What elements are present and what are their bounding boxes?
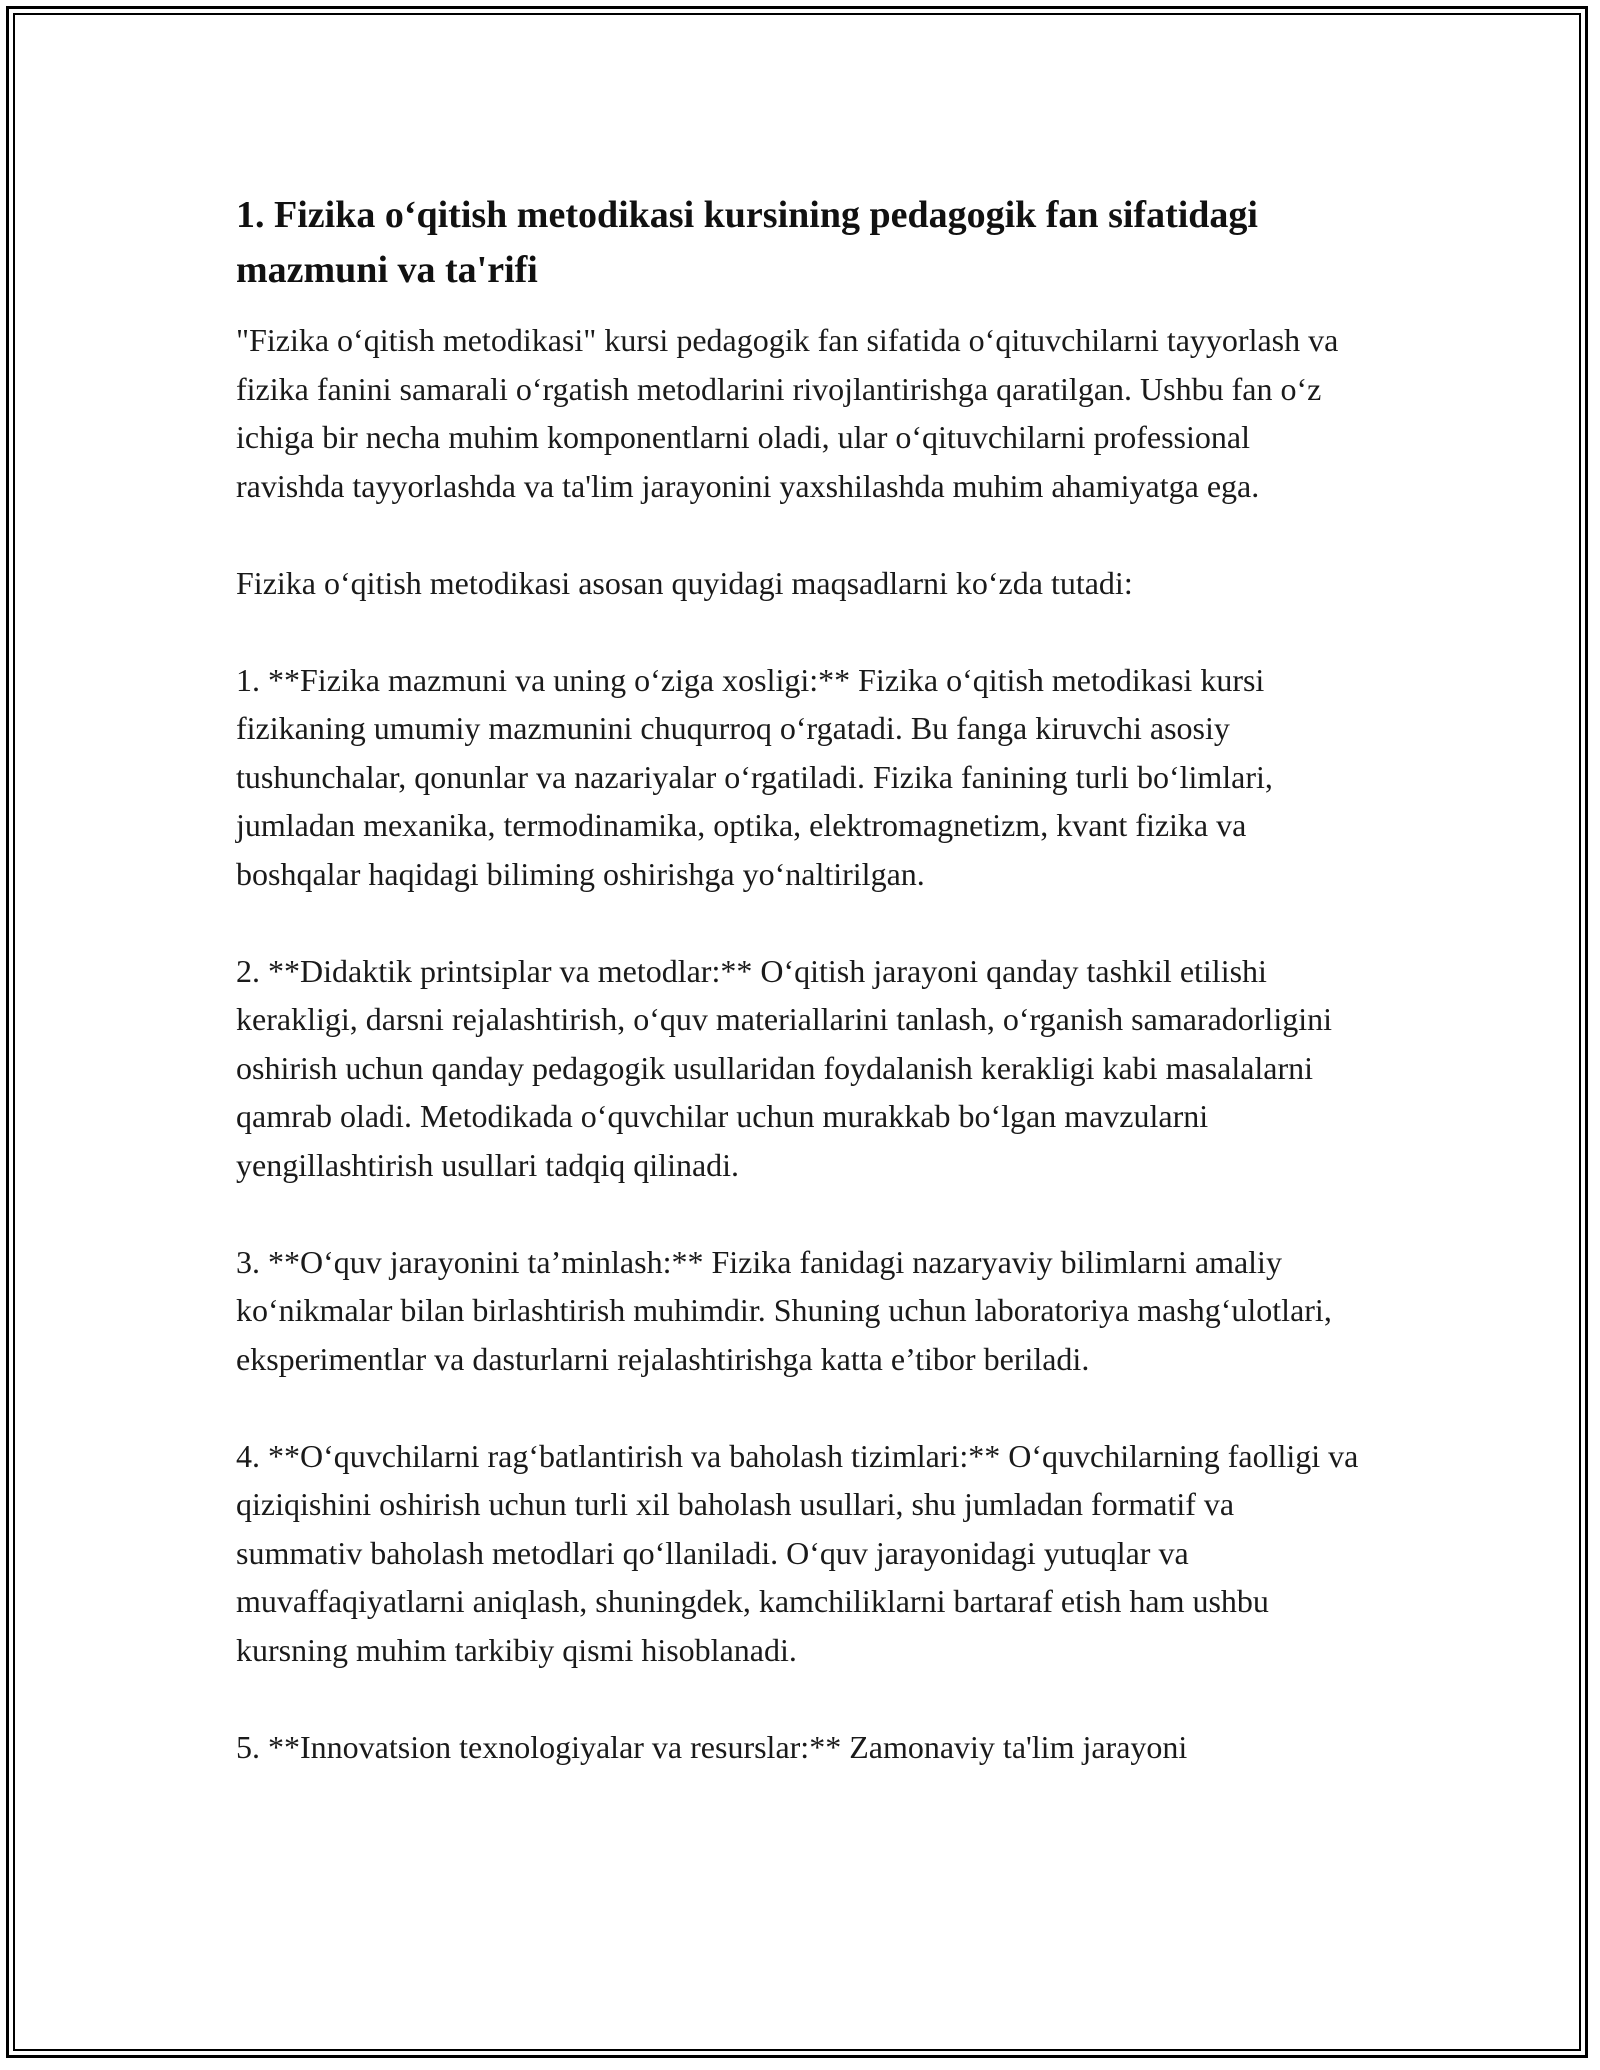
goals-lead-paragraph: Fizika o‘qitish metodikasi asosan quyidagi maqsadlarni ko‘zda tutadi:	[236, 564, 1133, 601]
document-title: 1. Fizika o‘qitish metodikasi kursining pedagogik fan sifatidagi mazmuni va ta'rifi	[236, 194, 1258, 291]
list-item-1: 1. **Fizika mazmuni va uning o‘ziga xosligi:** Fizika o‘qitish metodikasi kursi fizikaning umumiy mazmunini chuqurroq o‘rgatadi. Bu fanga kiruvchi asosiy tushunchalar, qonunlar va nazariyalar o‘rgatiladi. Fizika fanining turli bo‘limlari, jumladan mexanika, termodinamika, optika, elektromagnetizm, kvant fizika va boshqalar haqidagi biliming oshirishga yo‘naltirilgan.	[236, 661, 1273, 892]
list-item-4: 4. **O‘quvchilarni rag‘batlantirish va baholash tizimlari:** O‘quvchilarning faolligi va qiziqishini oshirish uchun turli xil baholash usullari, shu jumladan formatif va summativ baholash metodlari qo‘llaniladi. O‘quv jarayonidagi yutuqlar va muvaffaqiyatlarni aniqlash, shuningdek, kamchiliklarni bartaraf etish ham ushbu kursning muhim tarkibiy qismi hisoblanadi.	[236, 1437, 1359, 1668]
list-item-3: 3. **O‘quv jarayonini ta’minlash:** Fizika fanidagi nazaryaviy bilimlarni amaliy ko‘nikmalar bilan birlashtirish muhimdir. Shuning uchun laboratoriya mashg‘ulotlari, eksperimentlar va dasturlarni rejalashtirishga katta e’tibor beriladi.	[236, 1243, 1332, 1377]
list-item-5: 5. **Innovatsion texnologiyalar va resurslar:** Zamonaviy ta'lim jarayoni	[236, 1728, 1188, 1765]
list-item-2: 2. **Didaktik printsiplar va metodlar:** O‘qitish jarayoni qanday tashkil etilishi kerakligi, darsni rejalashtirish, o‘quv materiallarini tanlash, o‘rganish samaradorligini oshirish uchun qanday pedagogik usullaridan foydalanish kerakligi kabi masalalarni qamrab oladi. Metodikada o‘quvchilar uchun murakkab bo‘lgan mavzularni yengillashtirish usullari tadqiq qilinadi.	[236, 952, 1332, 1183]
intro-paragraph: "Fizika o‘qitish metodikasi" kursi pedagogik fan sifatida o‘qituvchilarni tayyorlash va fizika fanini samarali o‘rgatish metodlarini rivojlantirishga qaratilgan. Ushbu fan o‘z ichiga bir necha muhim komponentlarni oladi, ular o‘qituvchilarni professional ravishda tayyorlashda va ta'lim jarayonini yaxshilashda muhim ahamiyatga ega.	[236, 322, 1339, 504]
document-body	[236, 188, 1366, 1820]
